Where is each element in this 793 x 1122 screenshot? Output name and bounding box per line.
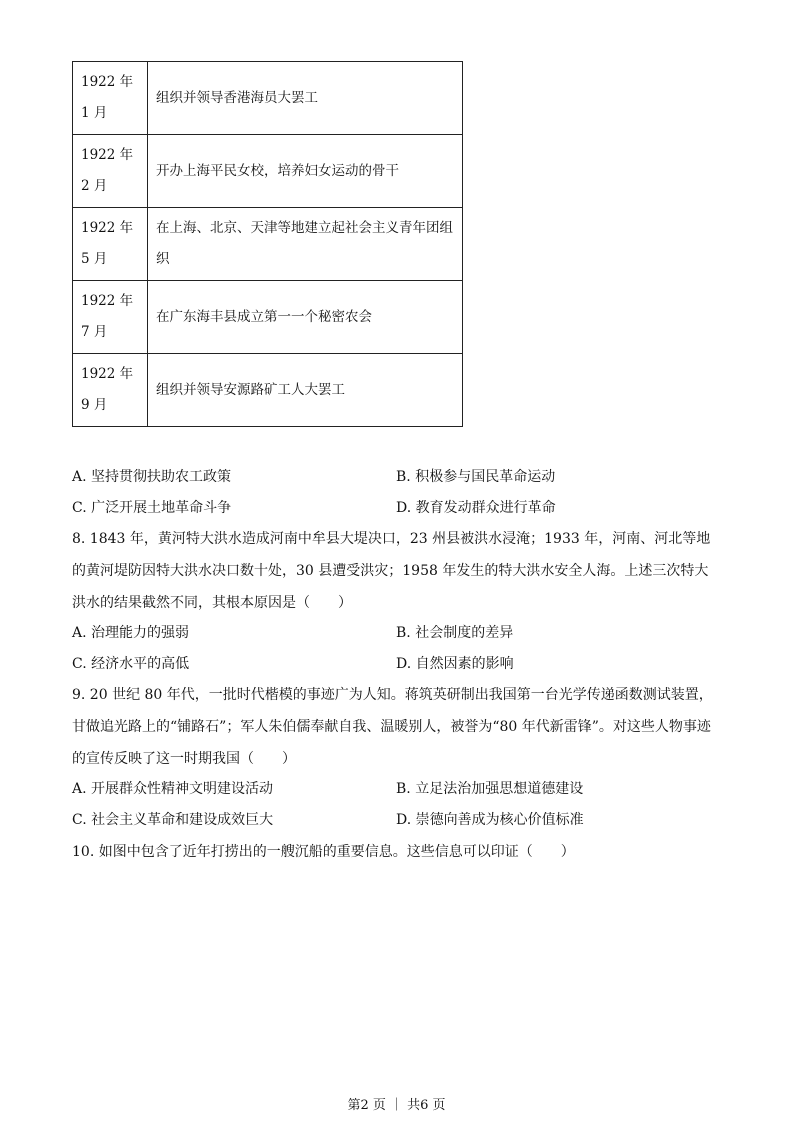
q9-option-a: A. 开展群众性精神文明建设活动 <box>72 781 274 797</box>
page-footer: 第2 页 ｜ 共6 页 <box>347 1098 446 1113</box>
table-date-cell: 1922 年 7 月 <box>73 281 148 354</box>
table-date-cell: 1922 年 5 月 <box>73 208 148 281</box>
q8-option-c: C. 经济水平的高低 <box>72 656 190 672</box>
table-event-cell: 在广东海丰县成立第一一个秘密农会 <box>148 281 463 354</box>
table-date-cell: 1922 年 1 月 <box>73 62 148 135</box>
table-event-cell: 在上海、北京、天津等地建立起社会主义青年团组织 <box>148 208 463 281</box>
q7-option-c: C. 广泛开展土地革命斗争 <box>72 500 232 516</box>
q8-option-b: B. 社会制度的差异 <box>396 625 514 641</box>
q10-stem: 10. 如图中包含了近年打捞出的一艘沉船的重要信息。这些信息可以印证（ ） <box>72 844 575 860</box>
table-row <box>73 354 463 427</box>
table-row <box>73 281 463 354</box>
q7-option-d: D. 教育发动群众进行革命 <box>396 500 556 516</box>
table-row <box>73 135 463 208</box>
events-table <box>72 61 463 427</box>
table-event-cell: 组织并领导安源路矿工人大罢工 <box>148 354 463 427</box>
q9-stem: 9. 20 世纪 80 年代，一批时代楷模的事迹广为人知。蒋筑英研制出我国第一台光学传递函数测试装置，甘做追光路上的“铺路石”；军人朱伯儒奉献自我、温暖别人，被誉为“80 年代新雷锋”。对这些人物事迹的宣传反映了这一时期我国（ ） <box>72 687 713 767</box>
q8-stem: 8. 1843 年，黄河特大洪水造成河南中牟县大堤决口，23 州县被洪水浸淹；1933 年，河南、河北等地的黄河堤防因特大洪水决口数十处，30 县遭受洪灾；1958 年发生的特大洪水安全人海。上述三次特大洪水的结果截然不同，其根本原因是（ ） <box>72 531 711 611</box>
table-row <box>73 62 463 135</box>
q7-option-a: A. 坚持贯彻扶助农工政策 <box>72 469 232 485</box>
table-event-cell: 开办上海平民女校，培养妇女运动的骨干 <box>148 135 463 208</box>
q8-option-d: D. 自然因素的影响 <box>396 656 514 672</box>
q7-option-b: B. 积极参与国民革命运动 <box>396 469 556 485</box>
q9-option-c: C. 社会主义革命和建设成效巨大 <box>72 812 274 828</box>
q8-option-a: A. 治理能力的强弱 <box>72 625 190 641</box>
q9-option-b: B. 立足法治加强思想道德建设 <box>396 781 584 797</box>
q9-option-d: D. 崇德向善成为核心价值标准 <box>396 812 584 828</box>
table-date-cell: 1922 年 9 月 <box>73 354 148 427</box>
table-event-cell: 组织并领导香港海员大罢工 <box>148 62 463 135</box>
table-date-cell: 1922 年 2 月 <box>73 135 148 208</box>
table-row <box>73 208 463 281</box>
